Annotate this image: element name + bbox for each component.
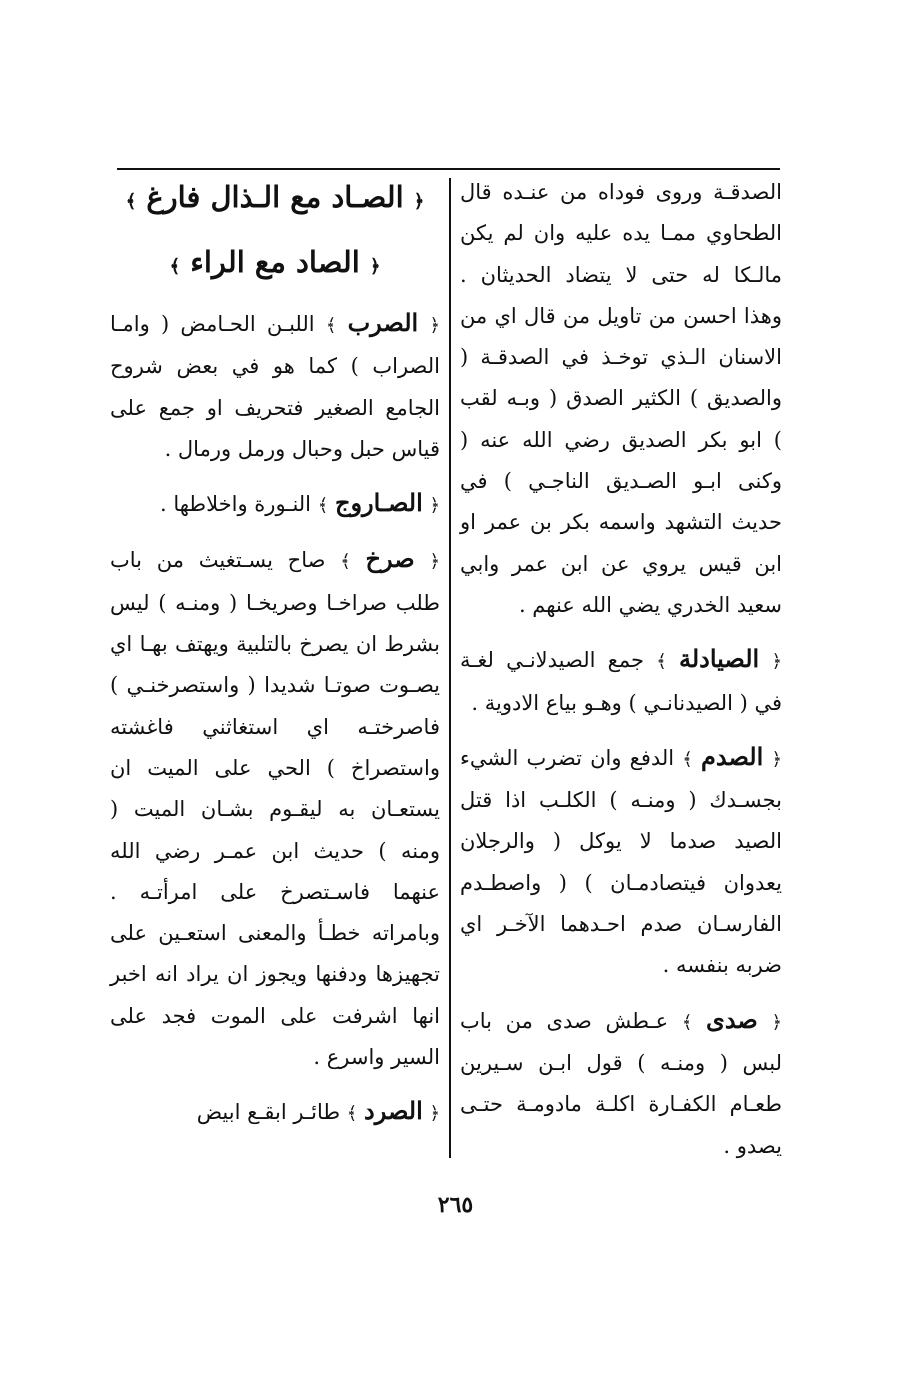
entry-sayadila (460, 638, 782, 724)
entry-sada (460, 999, 782, 1167)
ornament-open: ﴿ (429, 1103, 440, 1125)
entry-text: اللبـن الحـامض ( وامـا الصراب ) كما هو في بعض شروح الجامع الصغير فتحريف او جمع على قياس حبل وحبال ورمل ورمال . (110, 312, 440, 461)
ornament-close: ﴾ (125, 191, 137, 212)
entry-sarakha (110, 538, 440, 1078)
ornament-close: ﴾ (656, 651, 667, 673)
entry-headword: صدى (706, 1004, 758, 1034)
ornament-close: ﴾ (681, 1011, 693, 1033)
entry-surad (110, 1090, 440, 1134)
ornament-open: ﴿ (771, 651, 782, 673)
ornament-close: ﴾ (169, 256, 181, 277)
ornament-close: ﴾ (340, 551, 351, 573)
entry-text: عـطش صدى من باب لبس ( ومنـه ) قول ابـن سـيرين طعـام الكفـارة اكلـة مادومـة حتـى يصدو . (460, 1008, 782, 1158)
entry-text: صاح يسـتغيث من باب طلب صراخـا وصريخـا ( ومنـه ) ليس بشرط ان يصرخ بالتلبية ويهتف بهـا اي يصـوت صوتـا شديدا ( واستصرخنـي ) فاصرختـه اي استغاثني فاغشته واستصراخ ) الحي على الميت ان يستعـان به ليقـوم بشـان الميت ( ومنه ) حديث ابن عمـر رضي الله عنهما فاسـتصرخ على امرأتـه . وبامراته خطـأ والمعنى استعـين على تجهيزها ودفنها ويجوز ان يراد انه اخبر انها اشرفت على الموت فجد على السير واسرع . (110, 548, 440, 1070)
entry-text: النـورة واخلاطها . (160, 492, 312, 517)
entry-text: الصدقـة وروى فوداه من عنـده قال الطحاوي ممـا يده عليه وان لم يكن مالـكا له حتى لا يتضاد الحديثان . وهذا احسن من تاويل من قال اي من الاسنان الـذي توخـذ في الصدقـة ( والصديق ) الكثير الصدق ( وبـه لقب ) ابو بكر الصديق رضي الله عنه ( وكنى ابـو الصـديق الناجـي ) في حديث التشهد واسمه بكر بن عمر او ابن قيس يروي عن ابن عمر وابي سعيد الخدري يضي الله عنهم . (460, 180, 782, 617)
ornament-open: ﴿ (771, 748, 782, 770)
entry-sarb (110, 302, 440, 470)
ornament-open: ﴿ (771, 1011, 782, 1033)
ornament-close: ﴾ (682, 748, 693, 770)
ornament-close: ﴾ (325, 315, 337, 336)
entry-continuation (460, 172, 782, 626)
section-heading-sad-dhal (110, 172, 440, 227)
entry-headword: صرخ (365, 544, 415, 574)
entry-sadm (460, 736, 782, 987)
entry-text: طائـر ابقـع ابيض (196, 1100, 341, 1125)
left-column (110, 172, 440, 1147)
entry-text: جمع الصيدلانـي لغـة في ( الصيدنانـي ) وهـو بياع الادوية . (460, 648, 782, 715)
column-divider (449, 178, 451, 1158)
entry-saruj (110, 482, 440, 526)
right-column (460, 172, 782, 1179)
entry-text: الدفع وان تضرب الشيء بجسـدك ( ومنـه ) الكلـب اذا قتل الصيد صدما لا يوكل ( والرجلان يعدوان فيتصادمـان ) ( واصطـدم الفارسـان صدم احـدهما الآخـر اي ضربه بنفسه . (460, 745, 782, 978)
entry-headword: الصرد (364, 1096, 423, 1126)
heading-text: الصـاد مع الـذال فارغ (146, 180, 404, 214)
page-number: ٢٦٥ (437, 1192, 474, 1218)
section-heading-sad-ra (110, 237, 440, 292)
ornament-close: ﴾ (346, 1103, 358, 1125)
ornament-open: ﴿ (369, 256, 381, 277)
top-rule (117, 168, 780, 170)
entry-headword: الصـاروج (334, 488, 423, 518)
ornament-close: ﴾ (317, 495, 329, 517)
ornament-open: ﴿ (413, 191, 425, 212)
ornament-open: ﴿ (429, 315, 440, 336)
entry-headword: الصدم (701, 741, 764, 771)
ornament-open: ﴿ (429, 551, 440, 573)
entry-headword: الصرب (347, 308, 419, 337)
entry-headword: الصيادلة (679, 644, 760, 674)
ornament-open: ﴿ (429, 495, 440, 517)
heading-text: الصاد مع الراء (190, 245, 360, 279)
